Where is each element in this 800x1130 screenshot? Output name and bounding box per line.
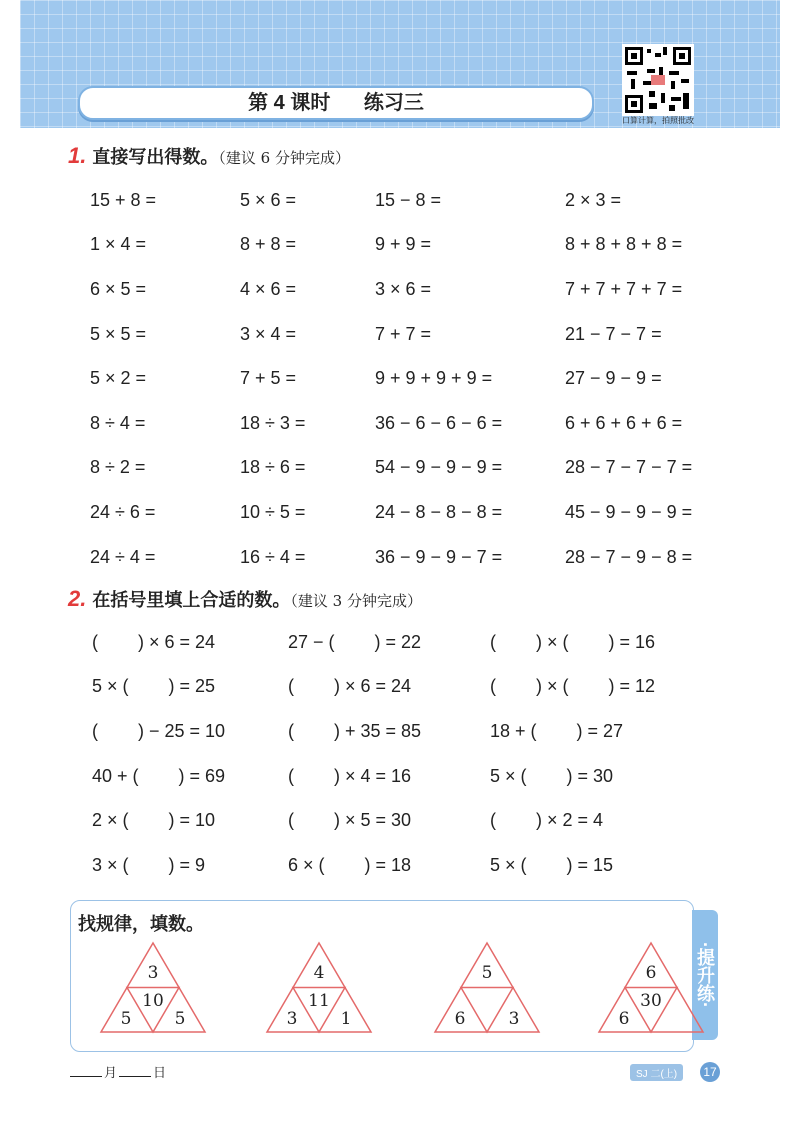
math-problem[interactable]: 4 × 6 =: [240, 278, 297, 299]
fill-blank-problem[interactable]: 3 × ( ) = 9: [92, 854, 206, 875]
fill-blank-problem[interactable]: 5 × ( ) = 30: [490, 765, 614, 786]
triangle-top-number: 3: [147, 963, 159, 983]
fill-blank-problem[interactable]: ( ) × 4 = 16: [288, 765, 412, 786]
math-problem[interactable]: 7 + 7 + 7 + 7 =: [565, 278, 683, 299]
triangle-inner: [461, 988, 513, 1033]
fill-row: [92, 843, 732, 888]
math-problem[interactable]: 2 × 3 =: [565, 189, 622, 210]
section1-number: 1.: [68, 143, 87, 168]
math-problem[interactable]: 8 ÷ 2 =: [90, 457, 146, 478]
section2-tip: （建议 3 分钟完成）: [290, 592, 422, 610]
qr-caption: 口算计算，拍照批改: [622, 116, 694, 125]
math-problem[interactable]: 5 × 6 =: [240, 189, 297, 210]
math-problem[interactable]: 8 ÷ 4 =: [90, 412, 146, 433]
page-number: 17: [700, 1062, 720, 1082]
section1-title: 直接写出得数。: [92, 147, 219, 167]
math-problem[interactable]: 3 × 6 =: [375, 278, 432, 299]
math-problem[interactable]: 28 − 7 − 9 − 8 =: [565, 546, 693, 567]
section1-heading: [68, 143, 350, 169]
math-problem[interactable]: 9 + 9 + 9 + 9 =: [375, 368, 493, 389]
math-row: [90, 535, 750, 580]
math-row: [90, 446, 750, 491]
math-problem[interactable]: 27 − 9 − 9 =: [565, 368, 662, 389]
math-row: [90, 401, 750, 446]
math-row: [90, 356, 750, 401]
math-problem[interactable]: 24 ÷ 4 =: [90, 546, 156, 567]
triangle-puzzle: [596, 940, 706, 1035]
fill-row: [92, 620, 732, 665]
mental-math-grid: [90, 178, 750, 579]
math-problem[interactable]: 21 − 7 − 7 =: [565, 323, 662, 344]
math-problem[interactable]: 5 × 5 =: [90, 323, 147, 344]
triangle-puzzle: [432, 940, 542, 1035]
math-problem[interactable]: 10 ÷ 5 =: [240, 501, 306, 522]
math-problem[interactable]: 36 − 9 − 9 − 7 =: [375, 546, 503, 567]
math-problem[interactable]: 24 − 8 − 8 − 8 =: [375, 501, 503, 522]
day-label: 日: [153, 1065, 167, 1080]
page-title: [78, 86, 594, 120]
math-problem[interactable]: 6 + 6 + 6 + 6 =: [565, 412, 683, 433]
fill-blank-problem[interactable]: 5 × ( ) = 15: [490, 854, 614, 875]
fill-blank-problem[interactable]: 18 + ( ) = 27: [490, 720, 624, 741]
math-problem[interactable]: 36 − 6 − 6 − 6 =: [375, 412, 503, 433]
fill-row: [92, 665, 732, 710]
lesson-title: 练习三: [363, 92, 424, 114]
triangle-puzzle: [98, 940, 208, 1035]
math-problem[interactable]: 28 − 7 − 7 − 7 =: [565, 457, 693, 478]
math-problem[interactable]: 7 + 5 =: [240, 368, 297, 389]
date-line[interactable]: [68, 1062, 166, 1081]
math-row: [90, 312, 750, 357]
triangle-left-number: 6: [618, 1009, 630, 1029]
triangle-puzzle: [264, 940, 374, 1035]
math-problem[interactable]: 7 + 7 =: [375, 323, 432, 344]
triangle-center-number: 10: [142, 991, 164, 1011]
triangle-center-number: 30: [640, 991, 662, 1011]
fill-blank-problem[interactable]: 2 × ( ) = 10: [92, 810, 216, 831]
fill-blank-problem[interactable]: ( ) × 6 = 24: [288, 676, 412, 697]
triangle-right-number: 1: [340, 1009, 352, 1029]
triangle-center-number: 11: [308, 991, 330, 1011]
math-problem[interactable]: 6 × 5 =: [90, 278, 147, 299]
fill-blank-problem[interactable]: ( ) × ( ) = 12: [490, 676, 656, 697]
side-tab-advanced: ·提升练·: [692, 910, 718, 1040]
math-problem[interactable]: 8 + 8 + 8 + 8 =: [565, 234, 683, 255]
math-problem[interactable]: 5 × 2 =: [90, 368, 147, 389]
section2-title: 在括号里填上合适的数。: [92, 590, 291, 610]
triangle-left-number: 3: [286, 1009, 298, 1029]
fill-row: [92, 754, 732, 799]
book-label: SJ 二(上): [630, 1064, 683, 1081]
math-problem[interactable]: 1 × 4 =: [90, 234, 147, 255]
fill-blank-problem[interactable]: ( ) + 35 = 85: [288, 720, 422, 741]
triangle-top-number: 4: [313, 963, 325, 983]
math-row: [90, 267, 750, 312]
triangle-left-number: 5: [120, 1009, 132, 1029]
fill-blank-problem[interactable]: ( ) × 5 = 30: [288, 810, 412, 831]
fill-blank-problem[interactable]: ( ) × 2 = 4: [490, 810, 604, 831]
math-problem[interactable]: 24 ÷ 6 =: [90, 501, 156, 522]
fill-row: [92, 798, 732, 843]
math-problem[interactable]: 54 − 9 − 9 − 9 =: [375, 457, 503, 478]
triangle-right-number: 5: [174, 1009, 186, 1029]
lesson-number: 第 4 课时: [248, 92, 331, 114]
pattern-heading: 找规律，填数。: [78, 914, 204, 934]
triangle-top-number: 6: [645, 963, 657, 983]
fill-blank-problem[interactable]: ( ) − 25 = 10: [92, 720, 226, 741]
fill-blank-problem[interactable]: 40 + ( ) = 69: [92, 765, 226, 786]
triangle-right-number: 3: [508, 1009, 520, 1029]
math-row: [90, 490, 750, 535]
triangle-left-number: 6: [454, 1009, 466, 1029]
fill-blank-problem[interactable]: 5 × ( ) = 25: [92, 676, 216, 697]
fill-blank-problem[interactable]: 6 × ( ) = 18: [288, 854, 412, 875]
math-problem[interactable]: 18 ÷ 6 =: [240, 457, 306, 478]
fill-row: [92, 709, 732, 754]
fill-blank-problem[interactable]: ( ) × ( ) = 16: [490, 631, 656, 652]
section1-tip: （建议 6 分钟完成）: [218, 149, 350, 167]
day-blank[interactable]: [119, 1076, 151, 1077]
math-problem[interactable]: 16 ÷ 4 =: [240, 546, 306, 567]
fill-blank-problem[interactable]: 27 − ( ) = 22: [288, 631, 422, 652]
math-problem[interactable]: 3 × 4 =: [240, 323, 297, 344]
math-problem[interactable]: 9 + 9 =: [375, 234, 432, 255]
qr-code-icon[interactable]: [622, 44, 694, 116]
fill-blank-grid: [92, 620, 732, 888]
math-problem[interactable]: 18 ÷ 3 =: [240, 412, 306, 433]
section2-number: 2.: [68, 586, 87, 611]
math-problem[interactable]: 15 + 8 =: [90, 189, 157, 210]
math-row: [90, 223, 750, 268]
math-problem[interactable]: 45 − 9 − 9 − 9 =: [565, 501, 693, 522]
math-row: [90, 178, 750, 223]
fill-blank-problem[interactable]: ( ) × 6 = 24: [92, 631, 216, 652]
month-label: 月: [104, 1065, 118, 1080]
section2-heading: [68, 586, 422, 612]
triangle-top-number: 5: [481, 963, 493, 983]
math-problem[interactable]: 15 − 8 =: [375, 189, 442, 210]
month-blank[interactable]: [70, 1076, 102, 1077]
math-problem[interactable]: 8 + 8 =: [240, 234, 297, 255]
